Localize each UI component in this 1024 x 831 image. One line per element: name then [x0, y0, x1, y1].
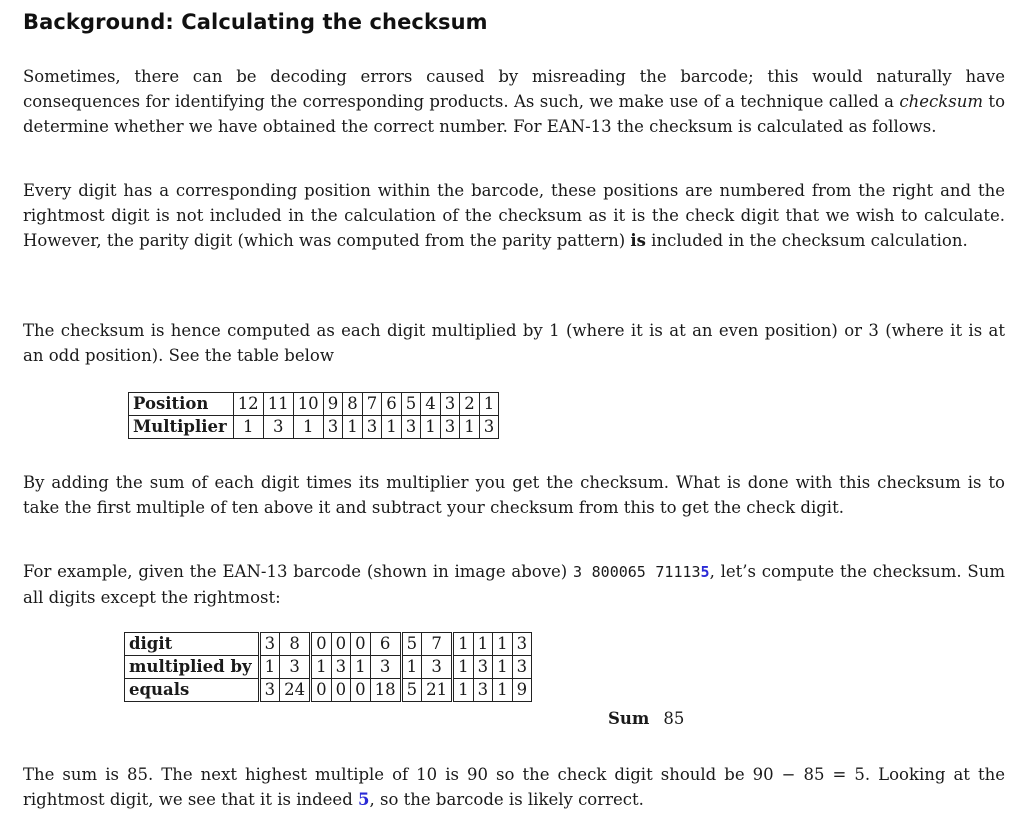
equals-row — [125, 679, 532, 702]
paragraph-conclusion — [23, 762, 1005, 812]
barcode-check-digit: 5 — [700, 563, 710, 581]
multiplied-row — [125, 656, 532, 679]
multiplier-label: Multiplier — [129, 416, 234, 439]
paragraph-intro — [23, 64, 1005, 139]
digit-cell: 1 — [493, 633, 513, 656]
multiplier-cell: 3 — [479, 416, 499, 439]
barcode-number: 3 800065 71113 — [573, 563, 701, 581]
multiplier-cell: 1 — [293, 416, 323, 439]
multiplier-cell: 1 — [343, 416, 363, 439]
positions-text-start: Every digit has a corresponding position within the barcode, these positions are numbered from the right and the rightmost digit is not included in the calculation of the checksum as it is the check digit that we wish to calculate. However, the parity digit (which was computed from the parity pattern) — [23, 181, 1005, 250]
conclusion-check-digit: 5 — [358, 790, 370, 809]
position-cell: 6 — [382, 393, 402, 416]
product-cell: 24 — [280, 679, 311, 702]
position-cell: 5 — [401, 393, 421, 416]
product-cell: 1 — [493, 679, 513, 702]
equals-label: equals — [125, 679, 260, 702]
conclusion-text-start: The sum is 85. The next highest multiple of 10 is 90 so the check digit should be 90 − 85 = 5. Looking at the rightmost digit, we see that it is indeed — [23, 765, 1005, 809]
checksum-term: checksum — [899, 92, 984, 111]
multiplier-cell: 1 — [233, 416, 263, 439]
digit-cell: 0 — [331, 633, 351, 656]
position-multiplier-table — [128, 392, 499, 439]
intro-text-start: Sometimes, there can be decoding errors caused by misreading the barcode; this would naturally have consequences for identifying the corresponding products. As such, we make use of a technique called a — [23, 67, 1005, 111]
product-cell: 3 — [259, 679, 280, 702]
digit-cell: 7 — [422, 633, 453, 656]
multiplier-cell: 1 — [453, 656, 474, 679]
digit-cell: 0 — [351, 633, 371, 656]
paragraph-sum-explanation: By adding the sum of each digit times its multiplier you get the checksum. What is done with this checksum is to take the first multiple of ten above it and subtract your checksum from this to get the check digit. — [23, 473, 1005, 517]
paragraph-example — [23, 559, 1005, 610]
paragraph-multiplier: The checksum is hence computed as each digit multiplied by 1 (where it is at an even position) or 3 (where it is at an odd position). See the table below — [23, 321, 1005, 365]
multiplier-cell: 1 — [382, 416, 402, 439]
position-cell: 10 — [293, 393, 323, 416]
multiplier-cell: 3 — [280, 656, 311, 679]
digit-label: digit — [125, 633, 260, 656]
digit-cell: 5 — [401, 633, 422, 656]
position-label: Position — [129, 393, 234, 416]
product-cell: 18 — [370, 679, 401, 702]
product-cell: 5 — [401, 679, 422, 702]
position-cell: 1 — [479, 393, 499, 416]
positions-text-end: included in the checksum calculation. — [645, 231, 968, 250]
emphasis-is: is — [630, 231, 646, 250]
multiplier-cell: 3 — [323, 416, 343, 439]
position-cell: 8 — [343, 393, 363, 416]
product-cell: 0 — [331, 679, 351, 702]
product-cell: 1 — [453, 679, 474, 702]
multiplier-cell: 1 — [259, 656, 280, 679]
position-cell: 4 — [421, 393, 441, 416]
position-cell: 12 — [233, 393, 263, 416]
multiplier-cell: 3 — [370, 656, 401, 679]
digit-cell: 6 — [370, 633, 401, 656]
multiplier-cell: 3 — [440, 416, 460, 439]
multiplier-cell: 3 — [362, 416, 382, 439]
multiplier-cell: 3 — [331, 656, 351, 679]
position-cell: 3 — [440, 393, 460, 416]
digit-row — [125, 633, 532, 656]
digit-cell: 8 — [280, 633, 311, 656]
multiplier-cell: 1 — [351, 656, 371, 679]
multiplier-row — [129, 416, 499, 439]
digit-cell: 1 — [453, 633, 474, 656]
position-cell: 11 — [263, 393, 293, 416]
multiplier-cell: 3 — [263, 416, 293, 439]
multiplier-cell: 3 — [473, 656, 493, 679]
multiplier-cell: 3 — [422, 656, 453, 679]
example-calculation-table — [124, 632, 532, 702]
product-cell: 9 — [512, 679, 532, 702]
example-text-end: , let’s compute the checksum. Sum all digits except the rightmost: — [23, 562, 1005, 607]
product-cell: 0 — [311, 679, 332, 702]
multiplier-cell: 3 — [401, 416, 421, 439]
product-cell: 21 — [422, 679, 453, 702]
digit-cell: 3 — [259, 633, 280, 656]
multiplier-cell: 3 — [512, 656, 532, 679]
paragraph-positions — [23, 178, 1005, 253]
intro-text-end: to determine whether we have obtained the correct number. For EAN-13 the checksum is calculated as follows. — [23, 92, 1005, 136]
product-cell: 3 — [473, 679, 493, 702]
sum-value: 85 — [663, 709, 685, 728]
example-text-start: For example, given the EAN-13 barcode (shown in image above) — [23, 562, 574, 581]
digit-cell: 1 — [473, 633, 493, 656]
position-cell: 7 — [362, 393, 382, 416]
digit-cell: 0 — [311, 633, 332, 656]
digit-cell: 3 — [512, 633, 532, 656]
multiplier-cell: 1 — [493, 656, 513, 679]
product-cell: 0 — [351, 679, 371, 702]
position-cell: 9 — [323, 393, 343, 416]
multiplied-label: multiplied by — [125, 656, 260, 679]
sum-label: Sum — [608, 709, 650, 728]
sum-result — [608, 709, 684, 728]
position-row — [129, 393, 499, 416]
multiplier-cell: 1 — [311, 656, 332, 679]
conclusion-text-end: , so the barcode is likely correct. — [369, 790, 644, 809]
multiplier-cell: 1 — [460, 416, 480, 439]
position-cell: 2 — [460, 393, 480, 416]
section-heading: Background: Calculating the checksum — [23, 10, 488, 34]
multiplier-cell: 1 — [401, 656, 422, 679]
multiplier-cell: 1 — [421, 416, 441, 439]
